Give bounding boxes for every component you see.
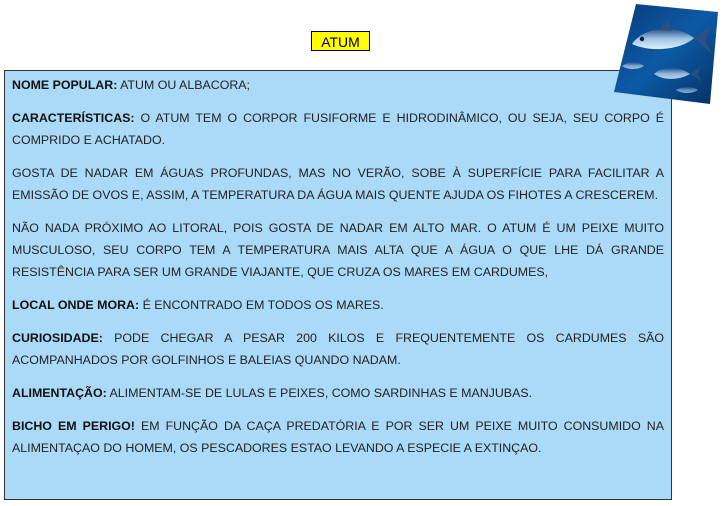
section-diet (12, 382, 664, 404)
section-endangered (12, 415, 664, 459)
section-text: NÃO NADA PRÓXIMO AO LITORAL, POIS GOSTA DE NADAR EM ALTO MAR. O ATUM É UM PEIXE MUITO MUSCULOSO, SEU CORPO TEM A TEMPERATURA MAIS ALTA QUE A ÁGUA O QUE LHE DÁ GRANDE RESISTÊNCIA PARA SER UM GRANDE VIAJANTE, QUE CRUZA OS MARES EM CARDUMES, (12, 221, 664, 279)
section-habitat (12, 294, 664, 316)
section-label: BICHO EM PERIGO! (12, 419, 135, 433)
section-text: GOSTA DE NADAR EM ÁGUAS PROFUNDAS, MAS NO VERÃO, SOBE À SUPERFÍCIE PARA FACILITAR A EMISSÃO DE OVOS E, ASSIM, A TEMPERATURA DA ÁGUA MAIS QUENTE AJUDA OS FIHOTES A CRESCEREM. (12, 166, 664, 202)
section-text: ALIMENTAM-SE DE LULAS E PEIXES, COMO SARDINHAS E MANJUBAS. (106, 386, 533, 400)
section-characteristics (12, 107, 664, 151)
section-label: CURIOSIDADE: (12, 331, 103, 345)
section-curiosity (12, 327, 664, 371)
section-label: CARACTERÍSTICAS: (12, 111, 135, 125)
section-popular-name (12, 74, 664, 96)
section-deep-waters (12, 162, 664, 206)
info-panel (4, 70, 672, 500)
section-open-sea (12, 217, 664, 283)
tuna-photo (614, 4, 718, 104)
section-text: EM FUNÇÃO DA CAÇA PREDATÓRIA E POR SER UM PEIXE MUITO CONSUMIDO NA ALIMENTAÇAO DO HOMEM, OS PESCADORES ESTAO LEVANDO A ESPECIE A EXTINÇAO. (12, 419, 664, 455)
section-label: NOME POPULAR: (12, 78, 118, 92)
section-label: ALIMENTAÇÃO: (12, 386, 107, 400)
section-label: LOCAL ONDE MORA: (12, 298, 140, 312)
section-text: O ATUM TEM O CORPOR FUSIFORME E HIDRODINÂMICO, OU SEJA, SEU CORPO É COMPRIDO E ACHATADO. (12, 111, 664, 147)
page-title: ATUM (311, 31, 370, 51)
section-text: É ENCONTRADO EM TODOS OS MARES. (139, 298, 384, 312)
section-text: PODE CHEGAR A PESAR 200 KILOS E FREQUENTEMENTE OS CARDUMES SÃO ACOMPANHADOS POR GOLFINHOS E BALEIAS QUANDO NADAM. (12, 331, 664, 367)
section-text: ATUM OU ALBACORA; (117, 78, 250, 92)
